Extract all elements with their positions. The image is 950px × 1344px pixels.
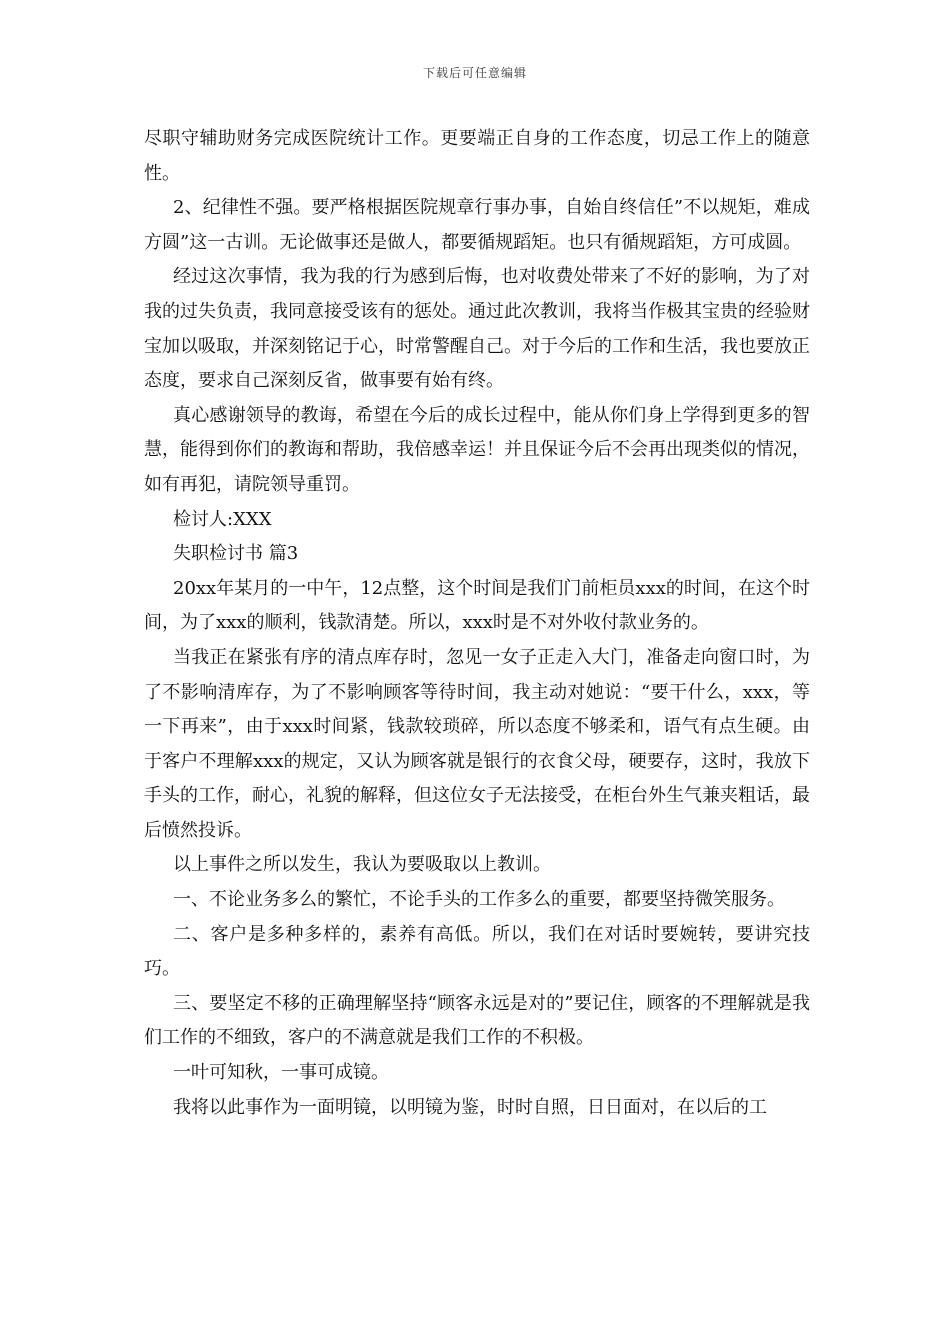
paragraph-14: 我将以此事作为一面明镜，以明镜为鉴，时时自照，日日面对，在以后的工	[173, 1096, 767, 1118]
section-title: 失职检讨书 篇3	[173, 543, 299, 565]
paragraph-7: 20xx年某月的一中午，12点整，这个时间是我们门前柜员xxx的时间，在这个时间，为了xxx的顺利，钱款清楚。所以，xxx时是不对外收付款业务的。	[144, 577, 810, 634]
lesson-1: 一、不论业务多么的繁忙，不论手头的工作多么的重要，都要坚持微笑服务。	[173, 889, 785, 911]
paragraph-13: 一叶可知秋，一事可成镜。	[173, 1062, 389, 1084]
paragraph-3: 经过这次事情，我为我的行为感到后悔，也对收费处带来了不好的影响，为了对我的过失负责，我同意接受该有的惩处。通过此次教训，我将当作极其宝贵的经验财宝加以吸取，并深刻铭记于心，时常警醒自己。对于今后的工作和生活，我也要放正态度，要求自己深刻反省，做事要有始有终。	[144, 266, 810, 392]
paragraph-1: 尽职守辅助财务完成医院统计工作。更要端正自身的工作态度，切忌工作上的随意性。	[144, 128, 810, 184]
paragraph-9: 以上事件之所以发生，我认为要吸取以上教训。	[173, 854, 551, 876]
lesson-2: 二、客户是多种多样的，素养有高低。所以，我们在对话时要婉转，要讲究技巧。	[144, 923, 810, 980]
paragraph-8: 当我正在紧张有序的清点库存时，忽见一女子正走入大门，准备走向窗口时，为了不影响清库存，为了不影响顾客等待时间，我主动对她说：“要干什么，xxx，等一下再来”，由于xxx时间紧，钱款较琐碎，所以态度不够柔和，语气有点生硬。由于客户不理解xxx的规定，又认为顾客就是银行的衣食父母，硬要存，这时，我放下手头的工作，耐心，礼貌的解释，但这位女子无法接受，在柜台外生气兼夹粗话，最后愤然投诉。	[144, 646, 810, 841]
lesson-3: 三、要坚定不移的正确理解坚持“顾客永远是对的”要记住，顾客的不理解就是我们工作的不细致，客户的不满意就是我们工作的不积极。	[144, 992, 810, 1049]
paragraph-4: 真心感谢领导的教诲，希望在今后的成长过程中，能从你们身上学得到更多的智慧，能得到你们的教诲和帮助，我倍感幸运！并且保证今后不会再出现类似的情况，如有再犯，请院领导重罚。	[144, 404, 810, 495]
signature-line: 检讨人:XXX	[173, 508, 272, 530]
document-body	[144, 122, 810, 1125]
paragraph-2: 2、纪律性不强。要严格根据医院规章行事办事，自始自终信任”不以规矩，难成方圆”这一古训。无论做事还是做人，都要循规蹈矩。也只有循规蹈矩，方可成圆。	[144, 197, 810, 253]
page-header: 下载后可任意编辑	[422, 66, 527, 80]
